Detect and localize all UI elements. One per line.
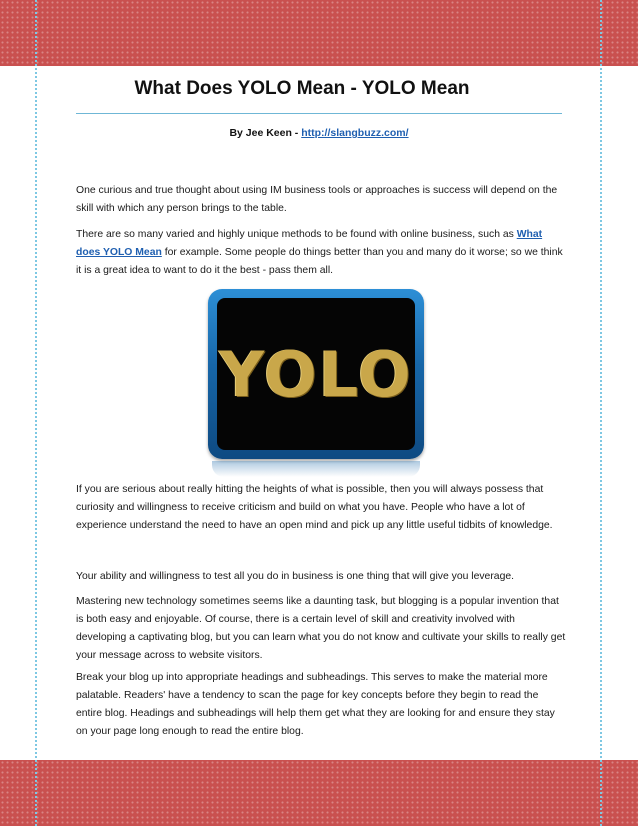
right-dotted-border	[600, 0, 602, 826]
paragraph-6: Break your blog up into appropriate headings and subheadings. This serves to make the material more palatable. Readers' have a tendency to scan the page for key concepts before they begin to read the entire blog. Headings and subheadings will help them get what they are looking for and ensure they stay on your page long enough to read the entire blog.	[76, 672, 555, 737]
yolo-image-frame	[208, 289, 424, 459]
paragraph-1: One curious and true thought about using IM business tools or approaches is success will depend on the skill with which any person brings to the table.	[76, 185, 558, 214]
paragraph-2-text-a: There are so many varied and highly unique methods to be found with online business, such as	[76, 229, 517, 240]
yolo-glitter-icon: YOLO	[219, 337, 413, 411]
byline-author: By Jee Keen -	[229, 127, 302, 139]
paragraph-5: Mastering new technology sometimes seems like a daunting task, but blogging is a popular invention that is both easy and enjoyable. Of course, there is a certain level of skill and creativity involved with developing a captivating blog, but you can learn what you do not know and cultivate your skills to really get your message across to website visitors.	[76, 596, 566, 661]
yolo-image-reflection	[212, 461, 420, 477]
byline	[76, 127, 562, 139]
yolo-image	[208, 289, 428, 479]
paragraph-4: Your ability and willingness to test all you do in business is one thing that will give you leverage.	[76, 571, 515, 582]
what-does-yolo-mean-link[interactable]: What does YOLO Mean	[76, 229, 543, 258]
yolo-image-screen	[217, 298, 415, 450]
page-title: What Does YOLO Mean - YOLO Mean	[134, 78, 470, 99]
byline-link[interactable]: http://slangbuzz.com/	[301, 127, 409, 139]
paragraph-3: If you are serious about really hitting the heights of what is possible, then you will always possess that curiosity and willingness to receive criticism and build on what you have. People who have a lot of experience understand the need to have an open mind and pick up any little useful tidbits of knowledge.	[76, 484, 553, 531]
left-dotted-border	[35, 0, 37, 826]
paragraph-2	[76, 226, 566, 280]
top-decorative-band	[0, 0, 638, 66]
bottom-decorative-band	[0, 760, 638, 826]
title-divider	[76, 113, 562, 114]
paragraph-2-text-b: for example. Some people do things better than you and many do it worse; so we think it is a great idea to want to do it the best - pass them all.	[76, 247, 563, 276]
